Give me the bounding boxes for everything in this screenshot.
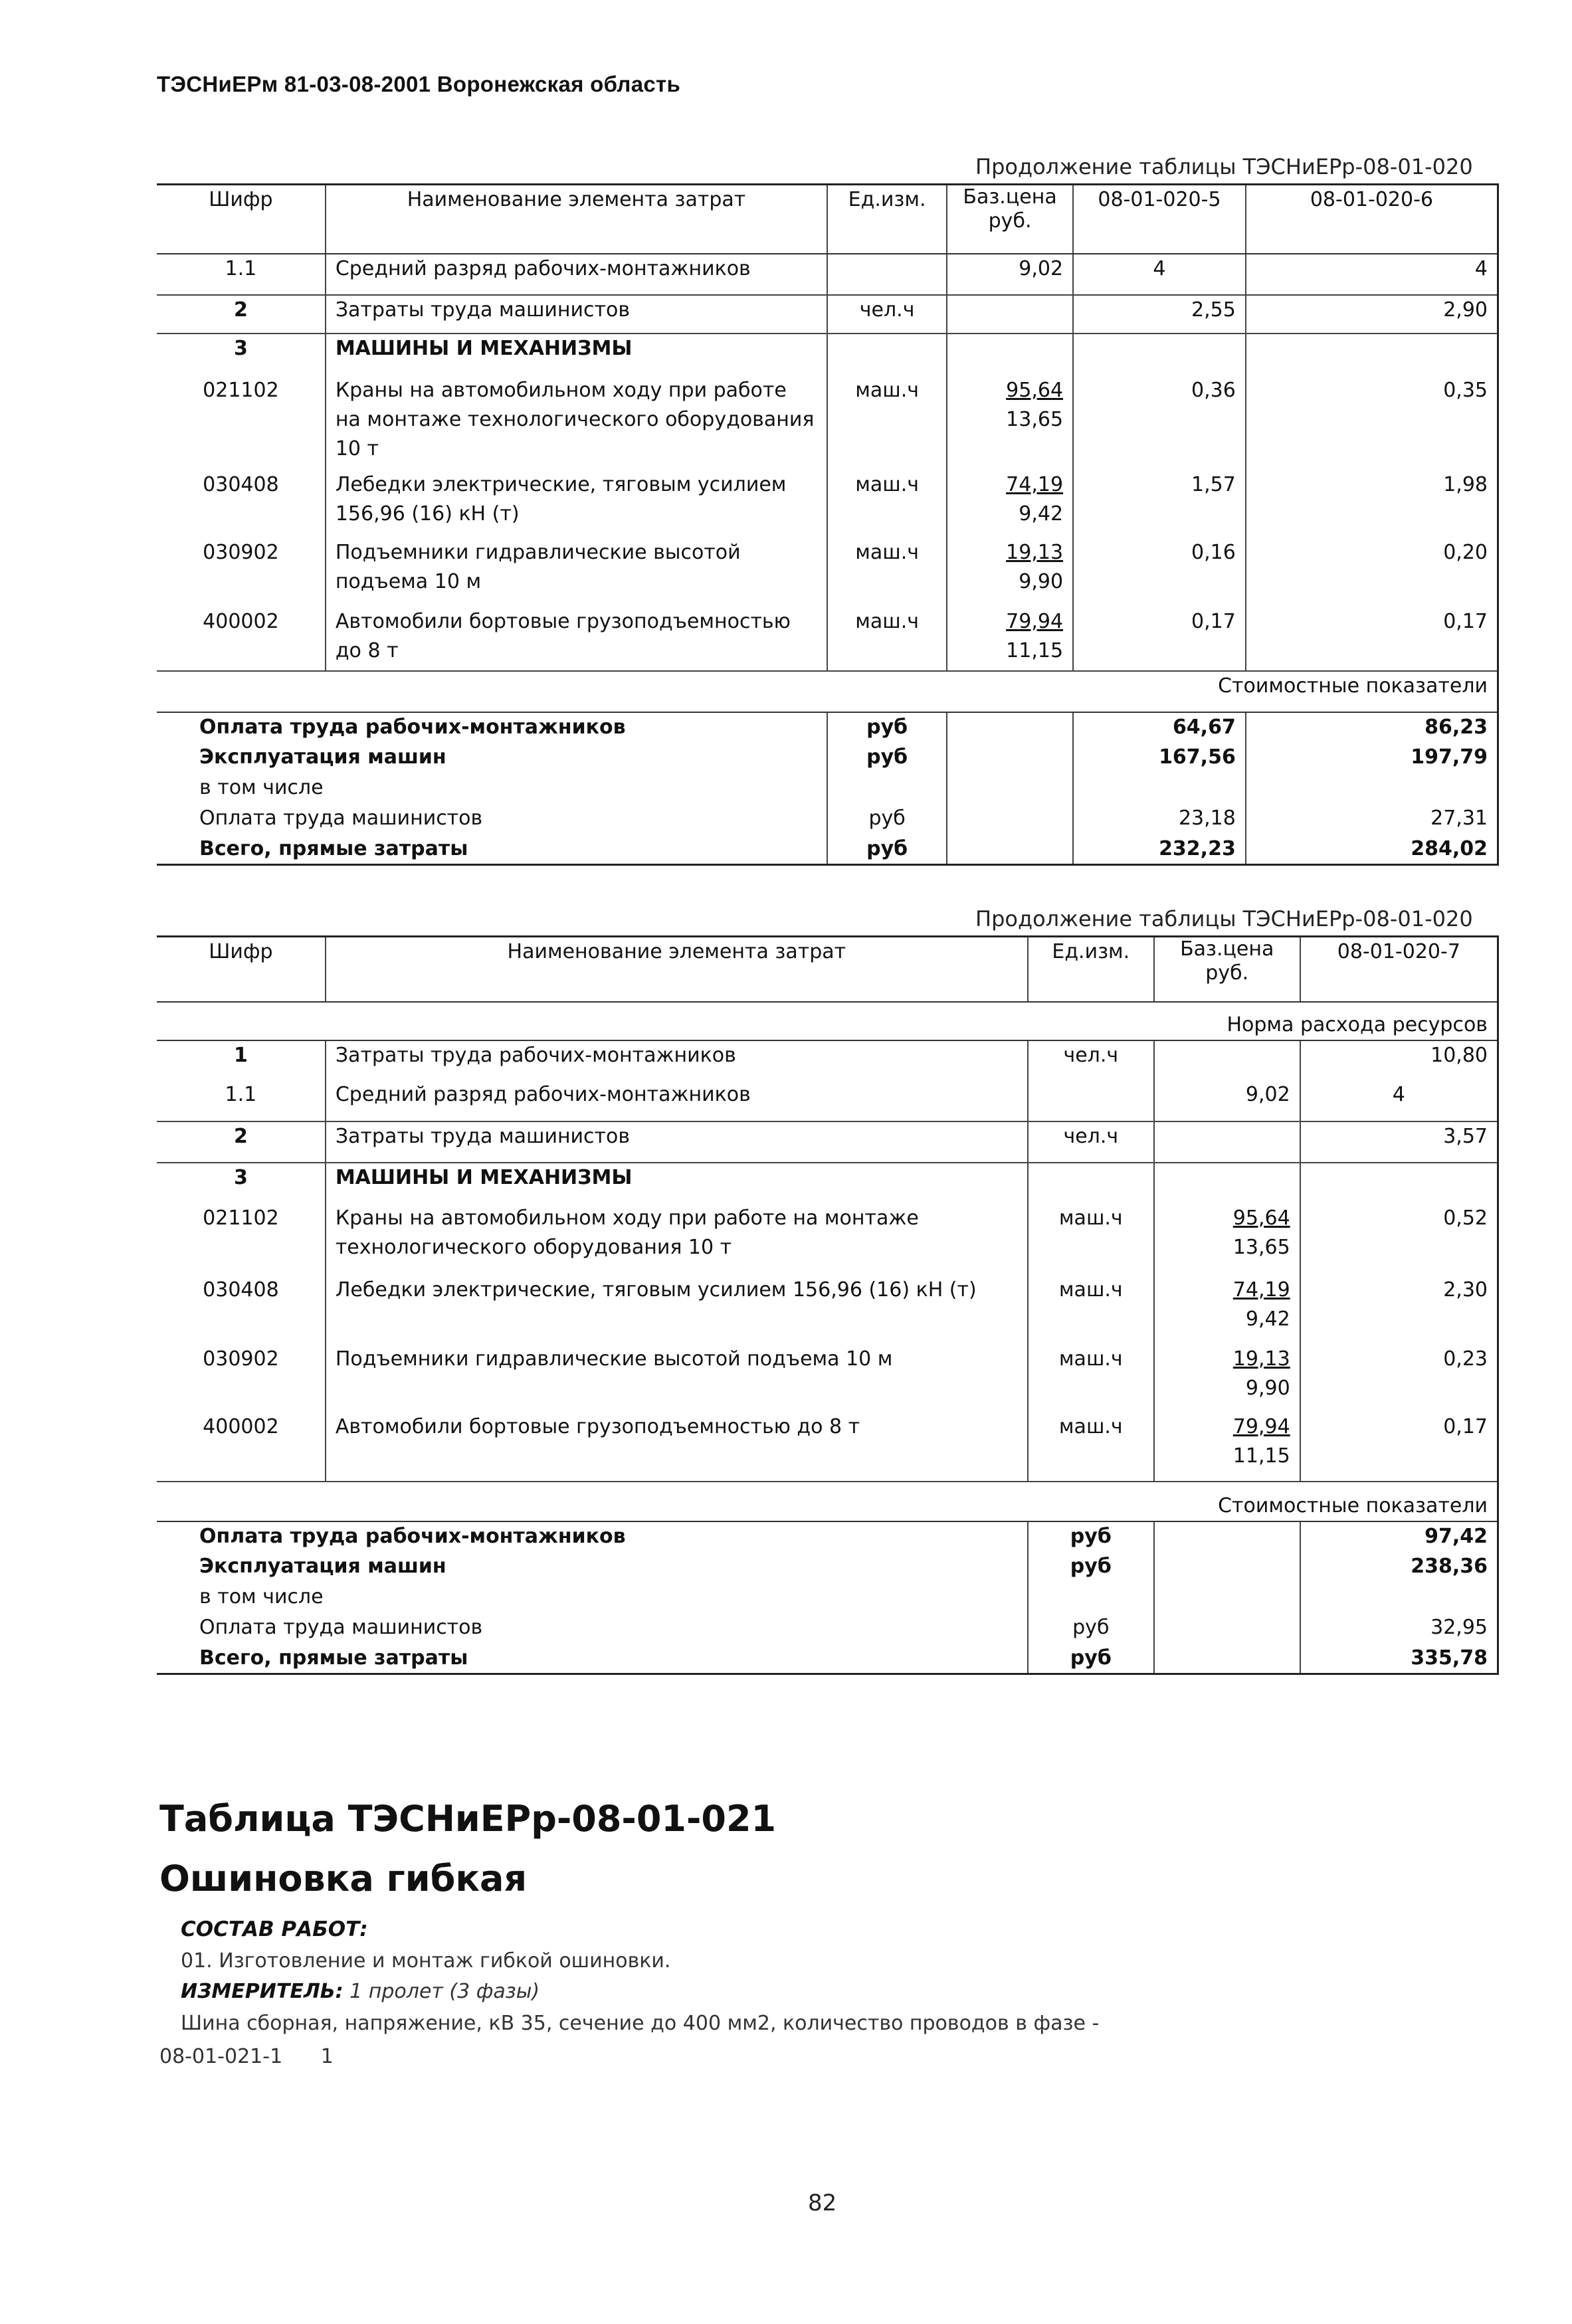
cost-unit: руб <box>827 804 947 834</box>
resource-code: 08-01-021-1 <box>159 2045 283 2068</box>
col-header-price: Баз.цена руб. <box>947 185 1073 254</box>
col-header-price: Баз.цена руб. <box>1154 937 1300 1002</box>
page-number: 82 <box>808 2190 837 2216</box>
row-code: 021102 <box>203 1206 279 1230</box>
cost-unit: руб <box>827 712 947 743</box>
row-name: Затраты труда машинистов <box>326 1121 1028 1163</box>
cost-title: Стоимостные показатели <box>157 1482 1498 1521</box>
row-price-2: 9,90 <box>1019 569 1064 593</box>
cost-name: Эксплуатация машин <box>199 745 446 769</box>
norm-title: Норма расхода ресурсов <box>157 1002 1498 1040</box>
row-code: 1.1 <box>225 1082 257 1106</box>
row-name: МАШИНЫ И МЕХАНИЗМЫ <box>326 334 827 376</box>
table-row <box>157 1121 1498 1163</box>
row-price-2: 13,65 <box>1232 1235 1290 1259</box>
cost-row <box>157 1521 1498 1552</box>
col-header-name: Наименование элемента затрат <box>326 937 1028 1002</box>
row-code: 3 <box>157 334 326 376</box>
cost-name: Оплата труда рабочих-монтажников <box>199 1524 626 1548</box>
row-price-2: 9,90 <box>1245 1376 1290 1400</box>
norm-title-row <box>157 1002 1498 1040</box>
row-name: Краны на автомобильном ходу при работе на монтаже технологического оборудования 10 т <box>326 1204 1028 1276</box>
row-price: 19,13 <box>1232 1347 1290 1371</box>
table2-header-row <box>157 937 1498 1002</box>
row-code: 030902 <box>203 1347 279 1371</box>
row-value: 1,98 <box>1246 470 1498 538</box>
row-value: 4 <box>1073 254 1246 295</box>
row-unit: маш.ч <box>827 470 947 538</box>
row-price <box>947 295 1073 334</box>
row-price-2: 9,42 <box>1019 502 1064 526</box>
cost-value: 86,23 <box>1246 712 1498 743</box>
row-code: 030408 <box>203 472 279 496</box>
row-value: 2,55 <box>1073 295 1246 334</box>
table2-continuation: Продолжение таблицы ТЭСНиЕРр-08-01-020 <box>975 906 1473 931</box>
table-row <box>157 1040 1498 1080</box>
row-price: 9,02 <box>1154 1080 1300 1121</box>
cost-value: 284,02 <box>1246 834 1498 865</box>
cost-name: в том числе <box>199 1585 324 1608</box>
table1 <box>157 183 1499 866</box>
row-unit: чел.ч <box>1028 1121 1154 1163</box>
row-value: 0,17 <box>1300 1412 1498 1482</box>
works-label: СОСТАВ РАБОТ: <box>181 1917 368 1941</box>
row-price: 19,13 <box>1006 540 1064 564</box>
row-name: Затраты труда машинистов <box>326 295 827 334</box>
row-code: 030902 <box>203 540 279 564</box>
col-header-unit: Ед.изм. <box>827 185 947 254</box>
table-row <box>157 607 1498 671</box>
row-name: Автомобили бортовые грузоподъемностью до 8 т <box>326 1412 1028 1482</box>
table-row <box>157 1345 1498 1412</box>
row-value: 2,30 <box>1300 1276 1498 1345</box>
table-row <box>157 1276 1498 1345</box>
cost-row <box>157 1583 1498 1613</box>
cost-unit: руб <box>1028 1613 1154 1644</box>
col-header-v1: 08-01-020-7 <box>1300 937 1498 1002</box>
col-header-code: Шифр <box>157 937 326 1002</box>
cost-name: Оплата труда рабочих-монтажников <box>199 715 626 739</box>
row-value: 4 <box>1246 254 1498 295</box>
cost-value: 32,95 <box>1300 1613 1498 1644</box>
table-row <box>157 376 1498 470</box>
cost-name: Оплата труда машинистов <box>199 1615 483 1639</box>
row-code: 400002 <box>203 609 279 633</box>
row-unit: маш.ч <box>1028 1204 1154 1276</box>
row-value: 0,20 <box>1246 538 1498 607</box>
document-header: ТЭСНиЕРм 81-03-08-2001 Воронежская область <box>157 72 681 96</box>
col-header-unit: Ед.изм. <box>1028 937 1154 1002</box>
row-name: Затраты труда рабочих-монтажников <box>326 1040 1028 1080</box>
cost-unit: руб <box>1028 1521 1154 1552</box>
cost-value: 97,42 <box>1300 1521 1498 1552</box>
col-header-v1: 08-01-020-5 <box>1073 185 1246 254</box>
row-name: Подъемники гидравлические высотой подъема 10 м <box>326 538 827 607</box>
table-row <box>157 1080 1498 1121</box>
table1-header-row <box>157 185 1498 254</box>
description: Шина сборная, напряжение, кВ 35, сечение до 400 мм2, количество проводов в фазе - <box>181 2012 1100 2035</box>
row-unit: маш.ч <box>1028 1276 1154 1345</box>
row-name: Краны на автомобильном ходу при работе на монтаже технологического оборудования 10 т <box>326 376 827 470</box>
cost-row <box>157 743 1498 773</box>
cost-title-row <box>157 671 1498 712</box>
cost-value: 238,36 <box>1300 1552 1498 1583</box>
row-name: Средний разряд рабочих-монтажников <box>326 1080 1028 1121</box>
row-value: 0,52 <box>1300 1204 1498 1276</box>
col-header-code: Шифр <box>157 185 326 254</box>
row-price: 95,64 <box>1006 378 1064 402</box>
table-row <box>157 470 1498 538</box>
row-price-2: 9,42 <box>1245 1307 1290 1331</box>
cost-value: 27,31 <box>1246 804 1498 834</box>
cost-name: Оплата труда машинистов <box>199 806 483 830</box>
cost-unit: руб <box>827 743 947 773</box>
meter-value: 1 пролет (3 фазы) <box>349 1980 540 2003</box>
row-value: 0,23 <box>1300 1345 1498 1412</box>
row-name: Автомобили бортовые грузоподъемностью до 8 т <box>326 607 827 671</box>
meter-label: ИЗМЕРИТЕЛЬ: <box>181 1980 344 2003</box>
meter-line <box>181 1980 540 2003</box>
cost-value: 23,18 <box>1073 804 1246 834</box>
row-unit <box>1028 1080 1154 1121</box>
works-item: 01. Изготовление и монтаж гибкой ошиновки. <box>181 1949 671 1973</box>
table-row <box>157 295 1498 334</box>
row-price-2: 11,15 <box>1232 1444 1290 1468</box>
row-value: 10,80 <box>1300 1040 1498 1080</box>
row-price: 79,94 <box>1232 1414 1290 1438</box>
row-unit: маш.ч <box>1028 1412 1154 1482</box>
row-price: 79,94 <box>1006 609 1064 633</box>
cost-value: 197,79 <box>1246 743 1498 773</box>
row-price <box>1154 1121 1300 1163</box>
row-value: 0,17 <box>1073 607 1246 671</box>
row-name: Лебедки электрические, тяговым усилием 156,96 (16) кН (т) <box>326 1276 1028 1345</box>
table-row <box>157 1163 1498 1204</box>
row-code: 021102 <box>203 378 279 402</box>
section-table-title: Таблица ТЭСНиЕРр-08-01-021 <box>159 1798 777 1840</box>
row-price: 9,02 <box>947 254 1073 295</box>
cost-row <box>157 773 1498 804</box>
row-value: 3,57 <box>1300 1121 1498 1163</box>
row-value: 2,90 <box>1246 295 1498 334</box>
cost-row <box>157 804 1498 834</box>
row-unit <box>827 254 947 295</box>
cost-row <box>157 712 1498 743</box>
cost-title: Стоимостные показатели <box>157 671 1498 712</box>
table-row <box>157 1204 1498 1276</box>
cost-row <box>157 1644 1498 1674</box>
table1-continuation: Продолжение таблицы ТЭСНиЕРр-08-01-020 <box>975 154 1473 179</box>
table-row <box>157 1412 1498 1482</box>
row-price <box>1154 1040 1300 1080</box>
row-value: 0,36 <box>1073 376 1246 470</box>
table2 <box>157 935 1499 1675</box>
row-code: 1.1 <box>225 256 257 280</box>
resource-count: 1 <box>320 2045 334 2068</box>
table-row <box>157 254 1498 295</box>
row-value: 1,57 <box>1073 470 1246 538</box>
col-header-v2: 08-01-020-6 <box>1246 185 1498 254</box>
row-code: 2 <box>157 1121 326 1163</box>
row-unit: маш.ч <box>827 376 947 470</box>
row-code: 2 <box>157 295 326 334</box>
row-unit: маш.ч <box>1028 1345 1154 1412</box>
cost-row <box>157 1552 1498 1583</box>
cost-unit: руб <box>827 834 947 865</box>
row-unit: чел.ч <box>827 295 947 334</box>
row-code: 1 <box>233 1043 248 1067</box>
row-code: 3 <box>157 1163 326 1204</box>
cost-name: Эксплуатация машин <box>199 1554 446 1578</box>
cost-value: 64,67 <box>1073 712 1246 743</box>
row-value: 0,35 <box>1246 376 1498 470</box>
row-unit: маш.ч <box>827 538 947 607</box>
row-price: 74,19 <box>1232 1278 1290 1302</box>
row-price: 74,19 <box>1006 472 1064 496</box>
row-code: 400002 <box>203 1414 279 1438</box>
row-value: 4 <box>1300 1080 1498 1121</box>
cost-unit: руб <box>1028 1644 1154 1674</box>
row-unit: маш.ч <box>827 607 947 671</box>
row-name: Подъемники гидравлические высотой подъема 10 м <box>326 1345 1028 1412</box>
cost-name: Всего, прямые затраты <box>199 836 468 860</box>
row-value: 0,16 <box>1073 538 1246 607</box>
cost-unit: руб <box>1028 1552 1154 1583</box>
col-header-name: Наименование элемента затрат <box>326 185 827 254</box>
section-subtitle: Ошиновка гибкая <box>159 1858 528 1899</box>
cost-row <box>157 1613 1498 1644</box>
row-value: 0,17 <box>1246 607 1498 671</box>
row-code: 030408 <box>203 1278 279 1302</box>
code-line <box>159 2045 334 2068</box>
row-price-2: 13,65 <box>1006 407 1064 431</box>
cost-value: 335,78 <box>1300 1644 1498 1674</box>
row-name: МАШИНЫ И МЕХАНИЗМЫ <box>326 1163 1028 1204</box>
row-name: Средний разряд рабочих-монтажников <box>326 254 827 295</box>
row-price-2: 11,15 <box>1006 638 1064 662</box>
row-price: 95,64 <box>1232 1206 1290 1230</box>
cost-title-row <box>157 1482 1498 1521</box>
table-row <box>157 334 1498 376</box>
cost-name: в том числе <box>199 775 324 799</box>
row-name: Лебедки электрические, тяговым усилием 156,96 (16) кН (т) <box>326 470 827 538</box>
cost-value: 232,23 <box>1073 834 1246 865</box>
table-row <box>157 538 1498 607</box>
cost-value: 167,56 <box>1073 743 1246 773</box>
row-unit: чел.ч <box>1028 1040 1154 1080</box>
cost-row <box>157 834 1498 865</box>
cost-name: Всего, прямые затраты <box>199 1646 468 1670</box>
